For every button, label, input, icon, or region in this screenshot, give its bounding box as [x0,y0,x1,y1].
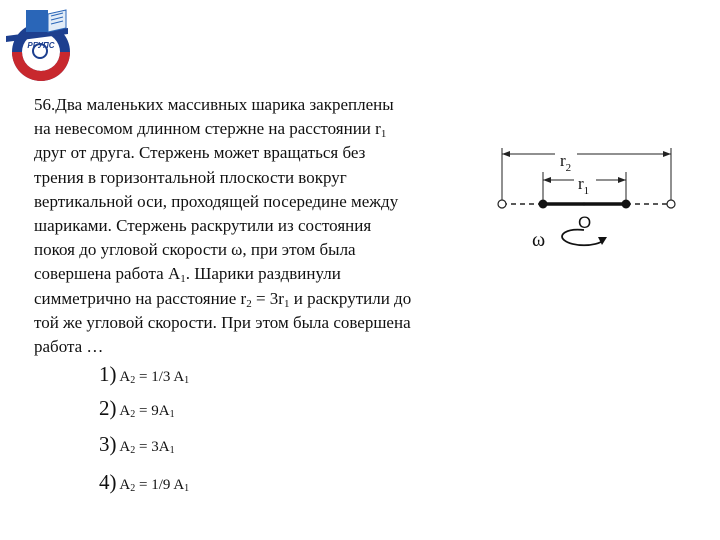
subscript: 1 [184,483,190,494]
r1-left-arrow-icon [543,177,551,183]
subscript: 2 [246,297,252,310]
answer-number: 2) [99,396,117,420]
problem-line [34,141,486,165]
text-segment: шариками. Стержень раскрутили из состояния [34,216,372,236]
answer-number: 4) [99,470,117,494]
text-segment: на невесомом длинном стержне на расстоянии r [34,119,381,139]
rotation-arrowhead-icon [598,237,607,245]
rotation-axis-point [582,202,585,205]
problem-statement [34,93,486,359]
answer-option-3[interactable] [99,432,175,457]
text-segment: друг от друга. Стержень может вращаться без [34,143,366,163]
problem-line [34,287,486,311]
text-segment: . Шарики раздвинули [185,264,341,284]
text-segment: A [116,439,131,455]
ball-r2-left [498,200,506,208]
answer-number: 3) [99,432,117,456]
answer-option-4[interactable] [99,470,189,495]
subscript: 1 [180,273,186,286]
text-segment: A [116,369,131,385]
answer-option-2[interactable] [99,396,175,421]
text-segment: симметрично на расстояние r [34,288,247,308]
text-segment: трения в горизонтальной плоскости вокруг [34,167,347,187]
problem-line [34,238,486,262]
problem-line [34,190,486,214]
subscript: 1 [283,297,290,310]
logo-emblem-icon [4,6,82,86]
text-segment: = 1/9 A [135,477,185,493]
text-segment: = 9A [135,403,170,419]
ball-r1-right [622,200,631,209]
rod-diagram [492,136,682,252]
rotating-rod-figure [492,136,682,252]
text-segment: той же угловой скорости. При этом была совершена [34,312,411,332]
problem-line [34,93,486,117]
r1-right-arrow-icon [618,177,626,183]
problem-line [34,335,486,359]
problem-line [34,166,486,190]
ball-r1-left [539,200,548,209]
text-segment: = 3A [135,439,170,455]
subscript: 1 [184,375,190,386]
subscript: 2 [130,445,136,456]
text-segment: работа … [34,337,104,357]
ball-r2-right [667,200,675,208]
subscript: 2 [130,409,136,420]
text-segment: = 3r [251,288,284,308]
subscript: 1 [169,445,175,456]
axis-label: O [578,213,592,232]
answer-number: 1) [99,362,117,386]
problem-line [34,262,486,286]
text-segment: = 1/3 A [135,369,185,385]
subscript: 1 [380,128,387,141]
subscript: 1 [169,409,175,420]
subscript: 2 [130,483,136,494]
r2-left-arrow-icon [502,151,510,157]
text-segment: покоя до угловой скорости ω, при этом была [34,240,356,260]
problem-line [34,117,486,141]
text-segment: 56.Два маленьких массивных шарика закреплены [34,95,394,114]
answer-option-1[interactable] [99,362,189,387]
logo-text: РГУПС [27,41,55,50]
text-segment: A [116,477,131,493]
problem-line [34,311,486,335]
university-logo [4,6,82,86]
r1-label: $r_1$ [578,174,590,197]
text-segment: совершена работа А [34,264,181,284]
r2-right-arrow-icon [663,151,671,157]
text-segment: вертикальной оси, проходящей посередине между [34,191,399,211]
text-segment: A [116,403,131,419]
r2-label: $r_2$ [560,151,572,174]
subscript: 2 [130,375,136,386]
problem-line [34,214,486,238]
text-segment: и раскрутили до [289,288,412,308]
omega-label: ω [532,229,546,251]
